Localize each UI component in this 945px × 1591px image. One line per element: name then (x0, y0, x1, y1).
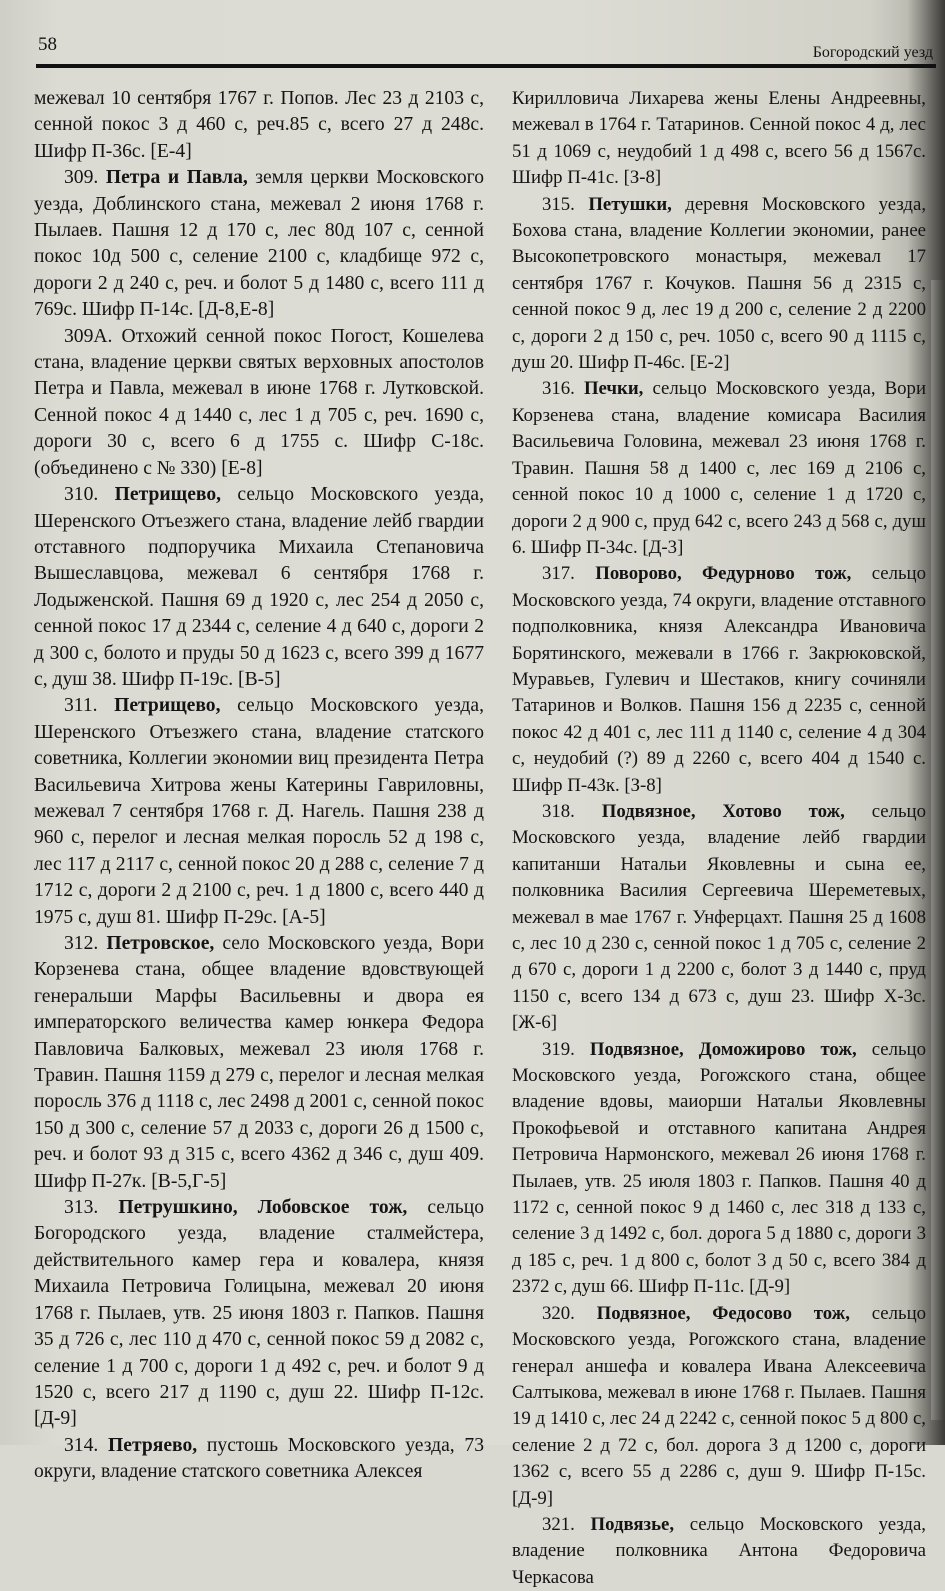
entry-number: 309А. (64, 325, 122, 347)
next-page-edge (931, 280, 945, 1420)
entry-name: Поворово, Федурново тож, (595, 563, 852, 585)
entry-text: деревня Московского уезда, Бохова стана, владение Коллегии экономии, ранее Высокопетровского монастыря, межевал 17 сентября 1767 г. Кочуков. Пашня 56 д 2315 с, сенной покос 9 д, лес 19 д 200 с, селение 2 д 2200 с, дороги 2 д 150 с, реч. 1050 с, всего 90 д 1115 с, душ 20. Шифр П-46с. [Е-2] (512, 193, 927, 374)
header-rule (36, 64, 936, 68)
entry-number: 314. (64, 1434, 109, 1456)
entry-number: 309. (64, 167, 106, 189)
entry (34, 86, 484, 165)
entry (34, 165, 484, 323)
entry-text: межевал 10 сентября 1767 г. Попов. Лес 23 д 2103 с, сенной покос 3 д 460 с, реч.85 с, всего 27 д 248с. Шифр П-36с. [Е-4] (34, 88, 484, 162)
entry-name: Петрушкино, Лобовское тож, (118, 1197, 408, 1219)
entry (34, 931, 484, 1195)
entry-text: сельцо Московского уезда, 74 округи, владение отставного подполковника, князя Александра Ивановича Борятинского, межевали в 1766 г. Закрюковской, Муравьев, Гулевич и Шестаков, книгу сочиняли Татаринов и Волков. Пашня 156 д 2235 с, сенной покос 42 д 401 с, лес 111 д 1140 с, селение 4 д 304 с, неудобий (?) 89 д 2260 с, всего 404 д 1540 с. Шифр П-43к. [З-8] (512, 563, 927, 796)
entry-text: Отхожий сенной покос Погост, Кошелева стана, владение церкви святых верховных апостолов Петра и Павла, межевал в июне 1768 г. Лутковской. Сенной покос 4 д 1440 с, лес 1 д 705 с, реч. 1690 с, дороги 30 с, всего 6 д 1755 с. Шифр С-18с. (объединено с № 330) [Е-8] (34, 325, 484, 479)
entry-text: пустошь Московского уезда, 73 округи, владение статского советника Алексея (34, 1434, 484, 1483)
entry (34, 1195, 484, 1433)
entry-text: село Московского уезда, Вори Корзенева стана, общее владение вдовствующей генеральши Марфы Васильевны и двора ея императорского величества камер юнкера Федора Павловича Балковых, межевал 23 июля 1768 г. Травин. Пашня 1159 д 279 с, перелог и лесная мелкая поросль 376 д 1118 с, лес 2498 д 2001 с, сенной покос 150 д 300 с, селение 57 д 2033 с, дороги 26 д 1500 с, реч. и болот 93 д 315 с, всего 4362 д 346 с, душ 409. Шифр П-27к. [В-5,Г-5] (34, 933, 484, 1192)
right-column (512, 86, 926, 1591)
entry-name: Подвязное, Федосово тож, (596, 1302, 850, 1324)
entry-text: сельцо Московского уезда, Рогожского стана, владение генерал аншефа и ковалера Ивана Алексеевича Салтыкова, межевал в июне 1768 г. Пылаев. Пашня 19 д 1410 с, лес 24 д 2242 с, сенной покос 5 д 800 с, селение 2 д 72 с, бол. дорога 3 д 1200 с, дороги 1362 с, всего 55 д 2286 с, душ 9. Шифр П-15с. [Д-9] (512, 1302, 927, 1509)
entry-number: 316. (542, 378, 584, 400)
entry-name: Петрищево, (114, 695, 221, 717)
entry-text: сельцо Богородского уезда, владение сталмейстера, действительного камер гера и ковалера, князя Михаила Петровича Голицына, межевал 20 июня 1768 г. Пылаев, утв. 25 июня 1803 г. Папков. Пашня 35 д 726 с, лес 110 д 470 с, сенной покос 59 д 2082 с, селение 1 д 700 с, дороги 1 д 492 с, реч. и болот 9 д 1520 с, всего 217 д 1190 с, душ 22. Шифр П-12с. [Д-9] (34, 1197, 484, 1430)
entry-number: 321. (542, 1513, 591, 1535)
entry (512, 376, 926, 561)
entry-name: Петряево, (108, 1434, 198, 1456)
entry (512, 561, 926, 799)
entry-name: Петровское, (106, 933, 215, 954)
entry (512, 192, 926, 377)
entry-name: Петра и Павла, (105, 167, 248, 189)
entry-name: Петушки, (588, 193, 672, 215)
entry-number: 311. (64, 695, 115, 717)
entry-number: 315. (542, 193, 589, 215)
entry-number: 310. (64, 484, 115, 506)
entry (34, 482, 484, 693)
entry (512, 1512, 926, 1591)
entry-name: Печки, (583, 378, 644, 400)
entry (34, 324, 484, 482)
entry-text: земля церкви Московского уезда, Доблинского стана, межевал 2 июня 1768 г. Пылаев. Пашня 12 д 170 с, лес 80д 107 с, сенной покос 10д 500 с, селение 2100 с, кладбище 972 с, дороги 2 д 240 с, реч. и болот 5 д 1480 с, всего 111 д 769с. Шифр П-14с. [Д-8,Е-8] (34, 167, 484, 321)
entry (512, 799, 926, 1037)
entry (512, 1037, 926, 1301)
entry-text: сельцо Московского уезда, Шеренского Отъезжего стана, владение статского советника, Коллегии экономии виц президента Петра Васильевича Хитрова жены Катерины Гавриловны, межевал 7 сентября 1768 г. Д. Нагель. Пашня 238 д 960 с, перелог и лесная мелкая поросль 52 д 198 с, лес 117 д 2117 с, сенной покос 20 д 288 с, селение 7 д 1712 с, дороги 2 д 2100 с, реч. 1 д 1800 с, всего 440 д 1975 с, душ 81. Шифр П-29с. [А-5] (34, 695, 484, 928)
entry-text: Кирилловича Лихарева жены Елены Андреевны, межевал в 1764 г. Татаринов. Сенной покос 4 д, лес 51 д 1069 с, неудобий 1 д 498 с, всего 56 д 1567с. Шифр П-41с. [З-8] (512, 88, 926, 189)
entry-number: 318. (542, 800, 602, 822)
entry-text: сельцо Московского уезда, владение лейб гвардии капитанши Натальи Яковлевны и сына ее, полковника Василия Сергеевича Шереметевых, межевал в мае 1767 г. Унферцахт. Пашня 25 д 1608 с, лес 10 д 230 с, сенной покос 1 д 705 с, селение 2 д 670 с, дороги 1 д 2200 с, болот 3 д 1440 с, пруд 1150 с, всего 134 д 673 с, душ 23. Шифр Х-3с. [Ж-6] (512, 800, 927, 1034)
entry (512, 1301, 926, 1512)
entry-name: Петрищево, (114, 484, 222, 506)
entry (34, 693, 484, 931)
entry-name: Подвязье, (590, 1513, 675, 1535)
entry-number: 312. (64, 933, 107, 954)
entry-name: Подвязное, Хотово тож, (601, 800, 845, 822)
left-column (34, 86, 484, 1486)
running-head: Богородский уезд (812, 44, 933, 61)
entry (512, 86, 926, 192)
entry-number: 319. (542, 1038, 590, 1060)
entry-number: 313. (64, 1197, 119, 1219)
entry-text: сельцо Московского уезда, Рогожского стана, общее владение вдовы, маиорши Натальи Яковлевны Прокофьевой и отставного капитана Андрея Петровича Нармонского, межевал 26 июня 1768 г. Пылаев, утв. 25 июля 1803 г. Папков. Пашня 40 д 1172 с, сенной покос 9 д 1460 с, лес 318 д 133 с, селение 3 д 1492 с, бол. дорога 5 д 1880 с, дороги 3 д 185 с, реч. 1 д 800 с, болот 3 д 50 с, всего 384 д 2372 с, душ 66. Шифр П-11с. [Д-9] (512, 1038, 926, 1298)
entry (34, 1433, 484, 1486)
entry-text: сельцо Московского уезда, Вори Корзенева стана, владение комисара Василия Васильевича Головина, межевал 23 июня 1768 г. Травин. Пашня 58 д 1400 с, лес 169 д 2106 с, сенной покос 10 д 1000 с, селение 1 д 1720 с, дороги 2 д 900 с, пруд 642 с, всего 243 д 568 с, душ 6. Шифр П-34с. [Д-3] (512, 378, 926, 558)
entry-text: сельцо Московского уезда, Шеренского Отъезжего стана, владение лейб гвардии отставного подпоручика Михаила Степановича Вышеславцова, межевал 6 сентября 1768 г. Лодыженской. Пашня 69 д 1920 с, лес 254 д 2050 с, сенной покос 17 д 2344 с, селение 4 д 640 с, дороги 2 д 300 с, болото и пруды 50 д 1623 с, всего 399 д 1677 с, душ 38. Шифр П-19с. [В-5] (34, 484, 484, 690)
entry-text: сельцо Московского уезда, владение полковника Антона Федоровича Черкасова (512, 1513, 927, 1588)
entry-name: Подвязное, Доможирово тож, (589, 1038, 857, 1060)
entry-number: 317. (542, 563, 596, 585)
entry-number: 320. (542, 1302, 597, 1324)
page-number: 58 (38, 34, 57, 55)
